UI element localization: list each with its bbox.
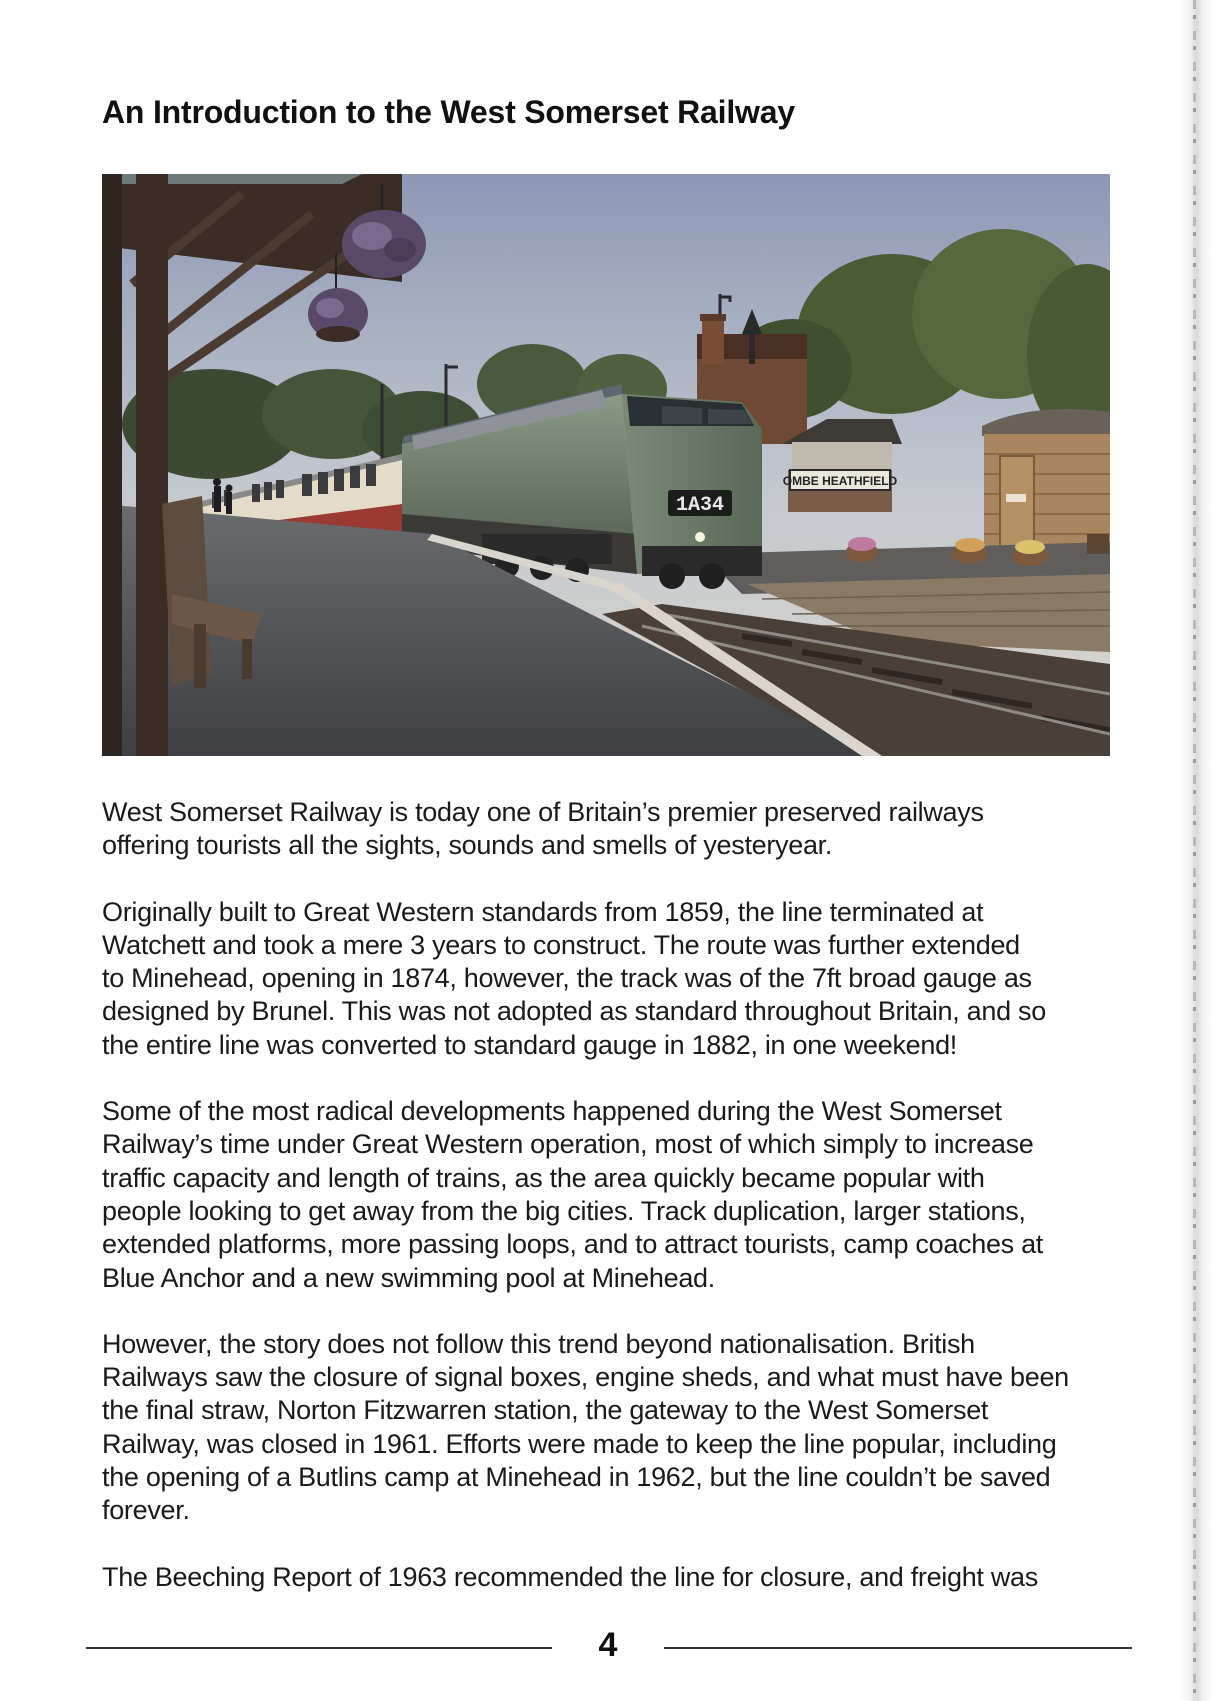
line: offering tourists all the sights, sounds and smells of yesteryear. — [102, 830, 833, 861]
line: Blue Anchor and a new swimming pool at Minehead. — [102, 1262, 715, 1293]
footer-rule-right — [664, 1647, 1132, 1649]
line: Watchett and took a mere 3 years to construct. The route was further extended — [102, 929, 1020, 960]
line: However, the story does not follow this trend beyond nationalisation. British — [102, 1328, 975, 1359]
paragraph-1 — [102, 796, 1112, 863]
line: to Minehead, opening in 1874, however, the track was of the 7ft broad gauge as — [102, 963, 1032, 994]
line: the final straw, Norton Fitzwarren station, the gateway to the West Somerset — [102, 1395, 989, 1426]
line: people looking to get away from the big cities. Track duplication, larger stations, — [102, 1195, 1026, 1226]
line: the entire line was converted to standard gauge in 1882, in one weekend! — [102, 1029, 958, 1060]
line: The Beeching Report of 1963 recommended the line for closure, and freight was — [102, 1561, 1038, 1592]
line: Railways saw the closure of signal boxes, engine sheds, and what must have been — [102, 1362, 1069, 1393]
line: extended platforms, more passing loops, and to attract tourists, camp coaches at — [102, 1229, 1044, 1260]
line: Railway’s time under Great Western operation, most of which simply to increase — [102, 1129, 1034, 1160]
line: designed by Brunel. This was not adopted as standard throughout Britain, and so — [102, 996, 1046, 1027]
paragraph-3 — [102, 1095, 1112, 1295]
hero-photo — [102, 174, 1110, 756]
line: West Somerset Railway is today one of Britain’s premier preserved railways — [102, 797, 984, 827]
paragraph-4 — [102, 1328, 1112, 1528]
line: Some of the most radical developments happened during the West Somerset — [102, 1096, 1002, 1127]
article-body — [102, 796, 1112, 1627]
station-sign-text: OMBE HEATHFIELD — [782, 474, 898, 488]
page-edge-binding — [1177, 0, 1213, 1701]
hero-illustration — [102, 174, 1110, 756]
paragraph-2 — [102, 896, 1112, 1062]
page-title: An Introduction to the West Somerset Railway — [102, 94, 795, 130]
line: Railway, was closed in 1961. Efforts were made to keep the line popular, including — [102, 1428, 1057, 1459]
page-number: 4 — [598, 1626, 618, 1664]
line: the opening of a Butlins camp at Minehead in 1962, but the line couldn’t be saved — [102, 1462, 1051, 1493]
headcode-text: 1A34 — [675, 494, 725, 517]
line: Originally built to Great Western standards from 1859, the line terminated at — [102, 896, 984, 927]
footer-rule-left — [86, 1647, 552, 1649]
line: forever. — [102, 1495, 190, 1526]
binding-strip — [1193, 0, 1196, 1701]
line: traffic capacity and length of trains, as the area quickly became popular with — [102, 1162, 985, 1193]
paragraph-5 — [102, 1561, 1112, 1594]
